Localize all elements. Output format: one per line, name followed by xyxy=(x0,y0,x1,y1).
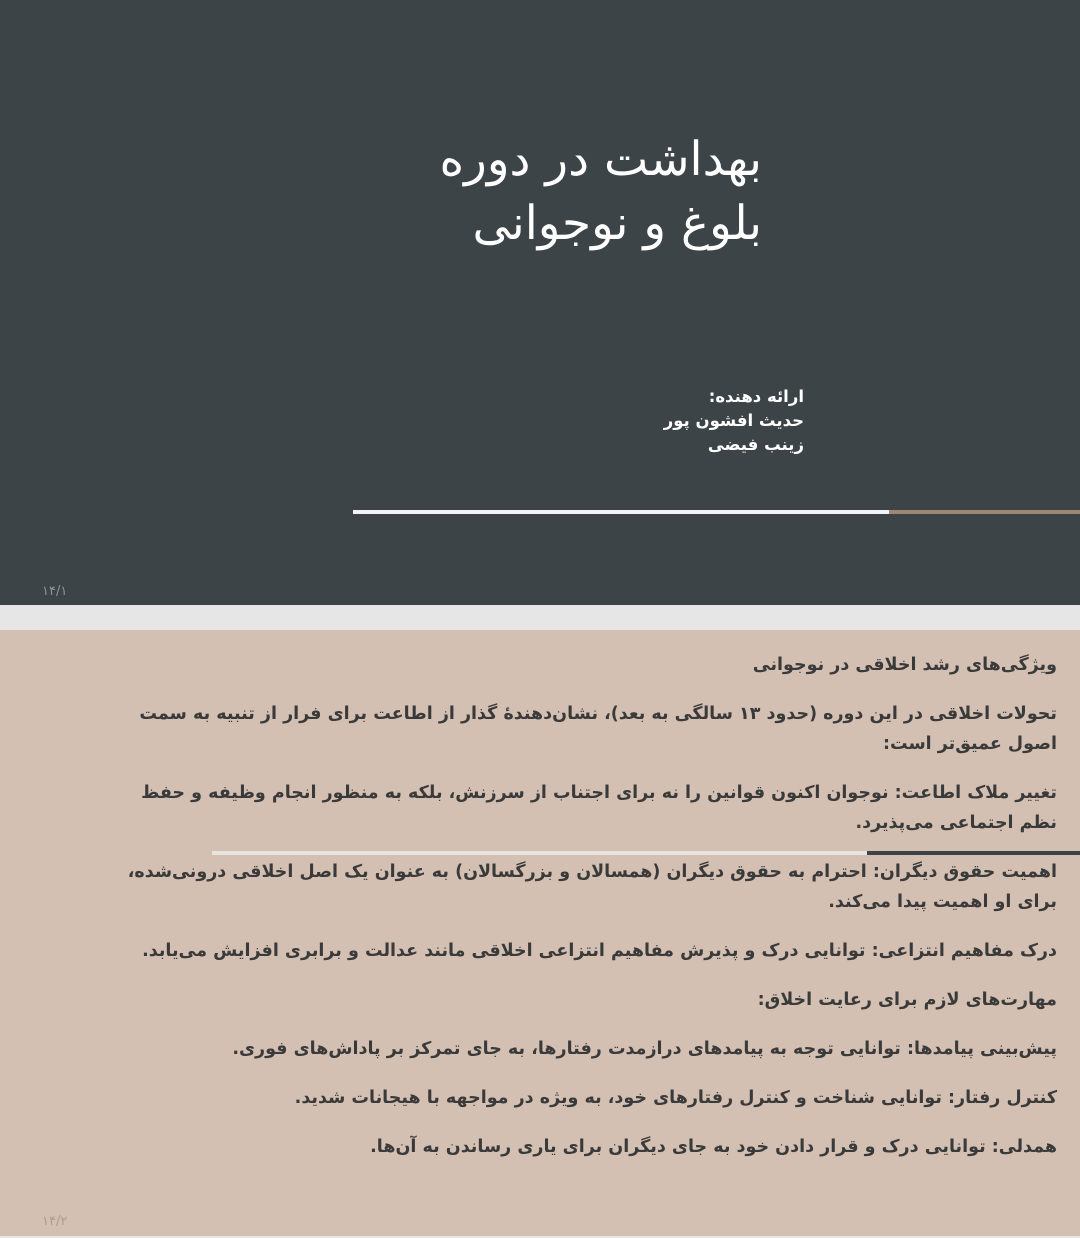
page-number-1: ۱۴/۱ xyxy=(42,584,68,599)
presenter-label: ارائه دهنده: xyxy=(708,387,804,406)
paragraph-abstract: درک مفاهیم انتزاعی: توانایی درک و پذیرش مفاهیم انتزاعی اخلاقی مانند عدالت و برابری افزایش می‌یابد. xyxy=(142,941,1057,961)
presenters-block xyxy=(404,385,804,457)
presenter-name-1: حدیث افشون پور xyxy=(663,411,804,430)
title-line-1: بهداشت در دوره xyxy=(439,132,762,187)
paragraph-self-control: کنترل رفتار: توانایی شناخت و کنترل رفتارهای خود، به ویژه در مواجهه با هیجانات شدید. xyxy=(294,1088,1057,1108)
paragraph-intro: تحولات اخلاقی در این دوره (حدود ۱۳ سالگی به بعد)، نشان‌دهندهٔ گذار از اطاعت برای فرار از تنبیه به سمت اصول عمیق‌تر است: xyxy=(139,704,1057,754)
paragraph-consequences: پیش‌بینی پیامدها: توانایی توجه به پیامدهای درازمدت رفتارها، به جای تمرکز بر پاداش‌های فوری. xyxy=(232,1039,1057,1059)
paragraph-empathy: همدلی: توانایی درک و قرار دادن خود به جای دیگران برای یاری رساندن به آن‌ها. xyxy=(370,1137,1057,1157)
title-slide xyxy=(0,0,1080,605)
content-heading: ویژگی‌های رشد اخلاقی در نوجوانی xyxy=(752,655,1057,675)
title-line-2: بلوغ و نوجوانی xyxy=(472,196,762,251)
slide-content xyxy=(127,650,1057,1181)
paragraph-obedience: تغییر ملاک اطاعت: نوجوان اکنون قوانین را نه برای اجتناب از سرزنش، بلکه به منظور انجام وظیفه و حفظ نظم اجتماعی می‌پذیرد. xyxy=(141,783,1057,833)
content-slide xyxy=(0,630,1080,1236)
paragraph-rights: اهمیت حقوق دیگران: احترام به حقوق دیگران (همسالان و بزرگسالان) به عنوان یک اصل اخلاقی درونی‌شده، برای او اهمیت پیدا می‌کند. xyxy=(127,862,1057,912)
presenter-name-2: زینب فیضی xyxy=(707,435,804,454)
accent-line-brown xyxy=(889,510,1080,514)
slide-title xyxy=(162,128,762,256)
accent-line-white xyxy=(353,510,889,514)
paragraph-skills-heading: مهارت‌های لازم برای رعایت اخلاق: xyxy=(757,990,1057,1010)
page-number-2: ۱۴/۲ xyxy=(42,1214,68,1229)
